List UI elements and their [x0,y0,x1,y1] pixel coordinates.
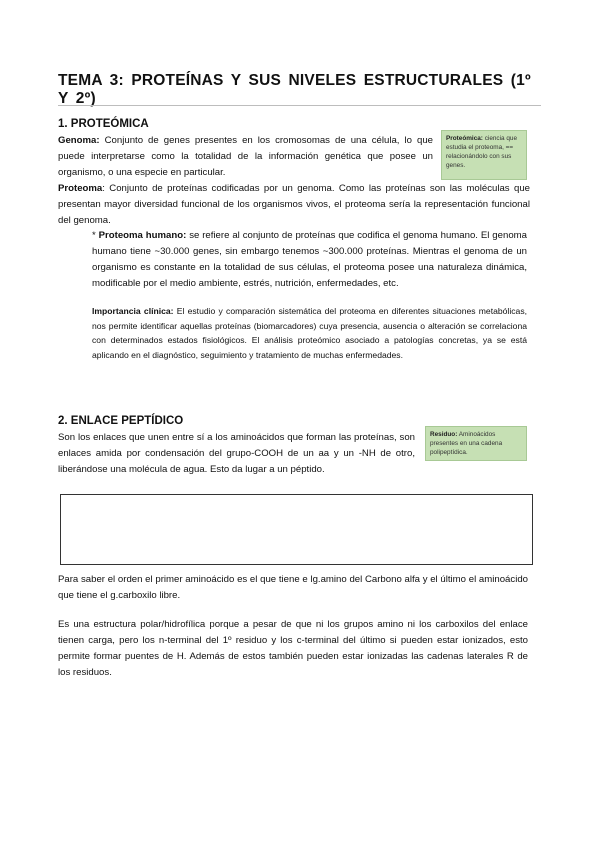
proteoma-paragraph [58,181,530,229]
importancia-clinica-paragraph [92,304,527,363]
sidenote-text: ciencia que estudia el proteoma, == relacionándolo con sus genes. [446,135,518,169]
proteomica-sidenote [441,130,527,180]
sidenote-term: Proteómica: [446,135,483,142]
proteoma-humano-text: se refiere al conjunto de proteínas que codifica el genoma humano. El genoma humano tiene ~30.000 genes, sin embargo tenemos ~300.000 proteínas. Mientras el genoma de un organismo es constante en la totalidad de sus células, el proteoma posee una naturaleza dinámica, modificable por el medio ambiente, estrés, nutrición, enfermedades, etc. [92,230,527,289]
importancia-clinica-text: El estudio y comparación sistemática del proteoma en diferentes situaciones metabólicas, nos permite identificar aquellas proteínas (biomarcadores) cuya presencia, ausencia o alteración se correlaciona con determinados estados fisiológicos. El análisis proteómico asociado a patologías concretas, ya se está aplicando en el diagnóstico, seguimiento y tratamiento de muchas enfermedades. [92,306,528,361]
residuo-sidenote [425,426,527,461]
polar-paragraph: Es una estructura polar/hidrofílica porque a pesar de que ni los grupos amino ni los carboxilos del enlace tienen carga, pero los n-terminal del 1º residuo y los c-terminal del último si pueden estar ionizados, esto permite formar puentes de H. Además de estos también pueden estar ionizadas las cadenas laterales R de los residuos. [58,619,528,678]
genoma-text: Conjunto de genes presentes en los cromosomas de una célula, lo que puede interpretarse como la totalidad de la información genética que posee un organismo, o una especie en particular. [58,135,433,178]
bullet-marker: * [92,230,96,241]
title-divider [58,105,541,106]
importancia-clinica-term: Importancia clínica: [92,306,174,316]
proteoma-text: : Conjunto de proteínas codificadas por un genoma. Como las proteínas son las moléculas que presentan mayor diversidad funcional de los organismos vivos, el proteoma sería la representación funcional del genoma. [58,183,530,226]
genoma-term: Genoma: [58,135,100,146]
proteoma-term: Proteoma [58,183,103,194]
residuo-text: Aminoácidos presentes en una cadena polipeptídica. [430,431,503,456]
figure-placeholder-box [60,494,533,565]
genoma-paragraph [58,133,433,181]
page-title: TEMA 3: PROTEÍNAS Y SUS NIVELES ESTRUCTURALES (1º Y 2º) [58,72,531,107]
section-heading-enlace-peptidico: 2. ENLACE PEPTÍDICO [58,415,184,427]
proteoma-humano-term: Proteoma humano: [98,230,187,241]
section-heading-proteomica: 1. PROTEÓMICA [58,118,149,130]
orden-paragraph: Para saber el orden el primer aminoácido es el que tiene e lg.amino del Carbono alfa y el último el aminoácido que tiene el g.carboxilo libre. [58,574,528,601]
residuo-term: Residuo: [430,431,458,438]
proteoma-humano-paragraph [92,228,527,292]
enlace-intro-paragraph: Son los enlaces que unen entre sí a los aminoácidos que forman las proteínas, son enlaces amida por condensación del grupo-COOH de un aa y un -NH de otro, liberándose una molécula de agua. Esto da lugar a un péptido. [58,432,415,475]
